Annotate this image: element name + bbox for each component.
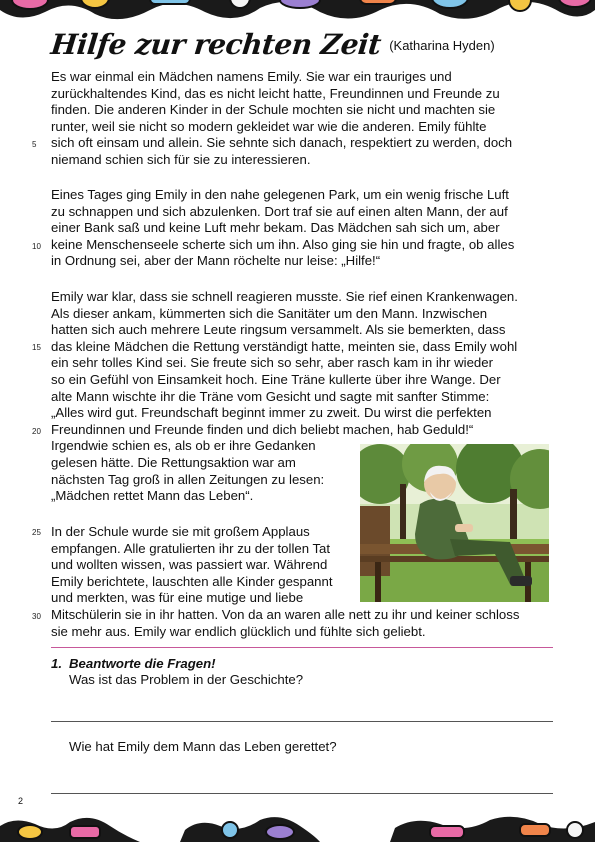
line-number: 15 <box>32 343 41 352</box>
text-line: zu schnappen und sich abzulenken. Dort traf sie auf einen alten Mann, der auf <box>51 203 508 219</box>
text-line: niemand schien sich für sie zu interessieren. <box>51 151 311 167</box>
answer-line-1[interactable] <box>51 721 553 722</box>
line-number: 20 <box>32 427 41 436</box>
text-line: sie mehr aus. Emily war endlich glücklich und fühlte sich geliebt. <box>51 623 426 639</box>
text-line: Es war einmal ein Mädchen namens Emily. Sie war ein trauriges und <box>51 69 452 84</box>
text-line: alte Mann wischte ihr die Träne vom Gesicht und sagte mit sanfter Stimme: <box>51 388 490 404</box>
text-line: das kleine Mädchen die Rettung verständigt hatte, meinten sie, dass Emily wohl <box>51 338 518 354</box>
text-line: nächsten Tag groß in allen Zeitungen zu lesen: <box>51 471 325 487</box>
text-line: empfangen. Alle gratulierten ihr zu der tollen Tat <box>51 540 331 556</box>
text-line: Emily war klar, dass sie schnell reagieren musste. Sie rief einen Krankenwagen. <box>51 289 518 304</box>
line-number: 30 <box>32 612 41 621</box>
text-line: keine Menschenseele scherte sich um ihn. Also ging sie hin und fragte, ob alles <box>51 236 515 252</box>
exercise-title: Beantworte die Fragen! <box>69 656 216 671</box>
text-line: zurückhaltendes Kind, das es nicht leicht hatte, Freundinnen und Freunde zu <box>51 85 500 101</box>
decorative-border-bottom <box>0 812 595 842</box>
line-number: 25 <box>32 528 41 537</box>
answer-line-2[interactable] <box>51 793 553 794</box>
text-line: Als dieser ankam, kümmerten sich die Sanitäter um den Mann. Inzwischen <box>51 305 488 321</box>
line-number: 10 <box>32 242 41 251</box>
line-number: 5 <box>32 140 37 149</box>
title-row <box>51 28 561 66</box>
text-line: gelesen hätte. Die Rettungsaktion war am <box>51 454 296 470</box>
text-line: „Alles wird gut. Freundschaft beginnt immer zu zweit. Du wirst die perfekten <box>51 405 492 421</box>
section-divider <box>51 647 553 648</box>
text-line: ein sehr tolles Kind sei. Sie freute sich so sehr, aber rasch kam in ihr wieder <box>51 355 493 371</box>
text-line: Mitschülerin sie in ihr hatten. Von da an waren alle nett zu ihr und keiner schloss <box>51 606 520 622</box>
text-line: Eines Tages ging Emily in den nahe gelegenen Park, um ein wenig frische Luft <box>51 187 509 202</box>
text-line: und merkten, was für eine mutige und liebe <box>51 590 304 606</box>
text-line: Irgendwie schien es, als ob er ihre Gedanken <box>51 438 316 454</box>
story-author: (Katharina Hyden) <box>389 38 495 53</box>
page-number: 2 <box>18 796 24 806</box>
text-line: in Ordnung sei, aber der Mann röchelte nur leise: „Hilfe!“ <box>51 253 381 269</box>
text-line: Freundinnen und Freunde finden und dich beliebt machen, hab Geduld!“ <box>51 421 474 437</box>
exercise-heading <box>51 655 216 672</box>
story-title: Hilfe zur rechten Zeit <box>49 28 383 61</box>
text-line: hatten sich auch mehrere Leute ringsum versammelt. Als sie bemerkten, dass <box>51 322 506 338</box>
text-line: Emily berichtete, lauschten alle Kinder gespannt <box>51 573 333 589</box>
exercise-number: 1. <box>51 656 62 671</box>
old-man-on-bench-illustration <box>360 444 549 602</box>
text-line: In der Schule wurde sie mit großem Applaus <box>51 524 310 539</box>
text-line: runter, weil sie nicht so modern gekleidet war wie die anderen. Emily fühlte <box>51 118 487 134</box>
question-2: Wie hat Emily dem Mann das Leben gerettet? <box>69 739 337 754</box>
text-line: finden. Die anderen Kinder in der Schule mochten sie nicht und machten sie <box>51 102 496 118</box>
paragraph-2 <box>51 187 556 270</box>
decorative-border-top <box>0 0 595 26</box>
text-line: sich oft einsam und allein. Sie sehnte sich danach, respektiert zu werden, doch <box>51 135 513 151</box>
question-1: Was ist das Problem in der Geschichte? <box>69 672 304 687</box>
text-line: „Mädchen rettet Mann das Leben“. <box>51 488 254 504</box>
text-line: einer Bank saß und keine Luft mehr bekam. Das Mädchen sah sich um, aber <box>51 220 500 236</box>
paragraph-1 <box>51 69 556 169</box>
text-line: und wollten wissen, was passiert war. Während <box>51 557 328 573</box>
text-line: so ein Gefühl von Einsamkeit hoch. Eine Träne kullerte über ihre Wange. Der <box>51 371 501 387</box>
